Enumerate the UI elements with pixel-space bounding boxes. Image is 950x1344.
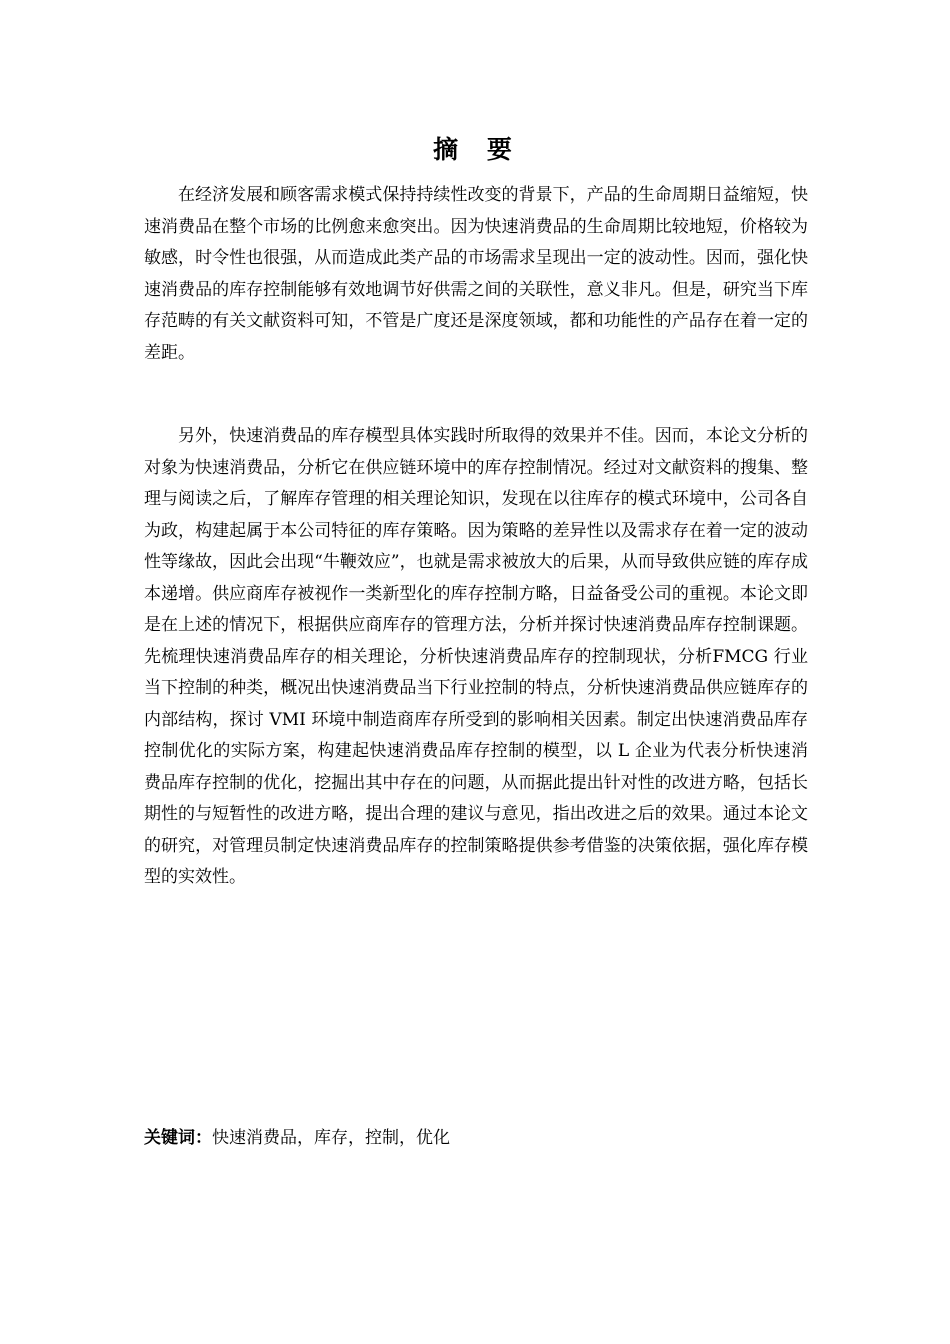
abstract-paragraph-1: 在经济发展和顾客需求模式保持持续性改变的背景下，产品的生命周期日益缩短，快速消费品在整个市场的比例愈来愈突出。因为快速消费品的生命周期比较地短，价格较为敏感，时令性也很强，从而造成此类产品的市场需求呈现出一定的波动性。因而，强化快速消费品的库存控制能够有效地调节好供需之间的关联性，意义非凡。但是，研究当下库存范畴的有关文献资料可知，不管是广度还是深度领域，都和功能性的产品存在着一定的差距。: [144, 185, 808, 363]
keywords-value: 快速消费品，库存，控制，优化: [212, 1128, 450, 1148]
abstract-title: 摘 要: [433, 135, 522, 164]
keywords-line: [144, 1124, 450, 1152]
abstract-paragraph-2: 另外，快速消费品的库存模型具体实践时所取得的效果并不佳。因而，本论文分析的对象为快速消费品，分析它在供应链环境中的库存控制情况。经过对文献资料的搜集、整理与阅读之后，了解库存管理的相关理论知识，发现在以往库存的模式环境中，公司各自为政，构建起属于本公司特征的库存策略。因为策略的差异性以及需求存在着一定的波动性等缘故，因此会出现“牛鞭效应”，也就是需求被放大的后果，从而导致供应链的库存成本递增。供应商库存被视作一类新型化的库存控制方略，日益备受公司的重视。本论文即是在上述的情况下，根据供应商库存的管理方法，分析并探讨快速消费品库存控制课题。先梳理快速消费品库存的相关理论，分析快速消费品库存的控制现状，分析FMCG 行业当下控制的种类，概况出快速消费品当下行业控制的特点，分析快速消费品供应链库存的内部结构，探讨 VMI 环境中制造商库存所受到的影响相关因素。制定出快速消费品库存控制优化的实际方案，构建起快速消费品库存控制的模型，以 L 企业为代表分析快速消费品库存控制的优化，挖掘出其中存在的问题，从而据此提出针对性的改进方略，包括长期性的与短暂性的改进方略，提出合理的建议与意见，指出改进之后的效果。通过本论文的研究，对管理员制定快速消费品库存的控制策略提供参考借鉴的决策依据，强化库存模型的实效性。: [144, 426, 808, 887]
keywords-label: 关键词：: [144, 1128, 212, 1148]
